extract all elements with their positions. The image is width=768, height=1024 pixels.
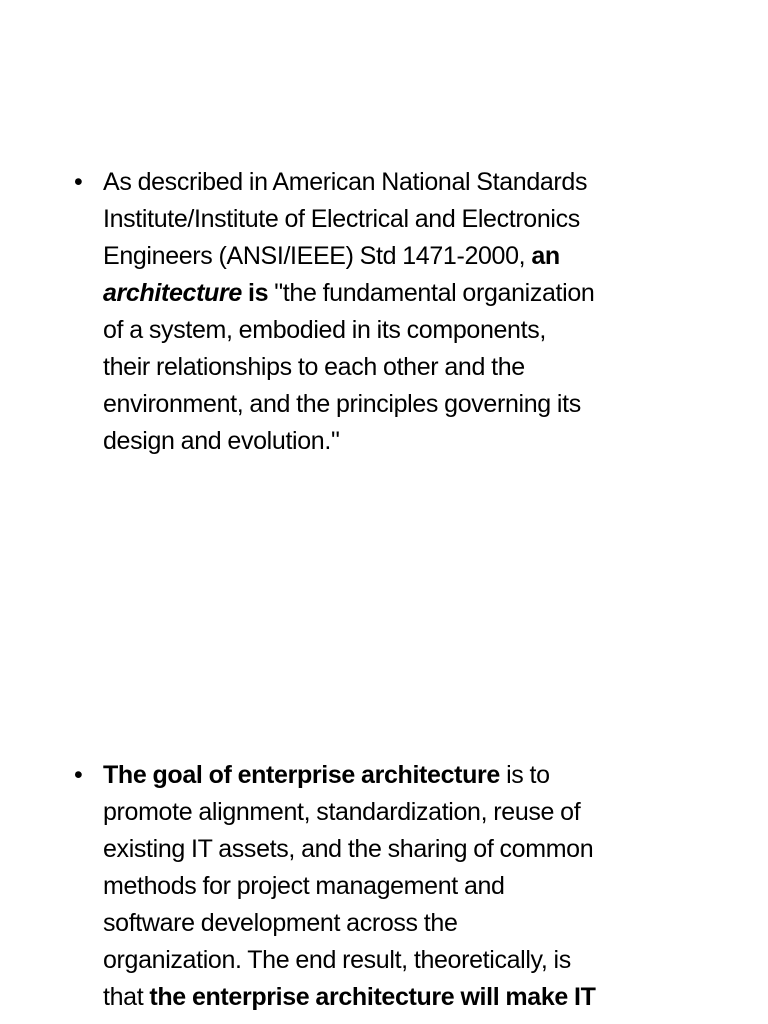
text-line: design and evolution."	[103, 427, 340, 455]
text-line: organization. The end result, theoretically, is	[103, 946, 571, 974]
bullet-dot-icon: •	[74, 761, 83, 789]
text-line: environment, and the principles governing its	[103, 390, 581, 418]
bold-text-run: is	[241, 279, 269, 307]
bold-text-run	[103, 279, 242, 307]
text-line: As described in American National Standards	[103, 168, 588, 196]
text-line: Institute/Institute of Electrical and Electronics	[103, 205, 580, 233]
text-line: methods for project management and	[103, 872, 505, 900]
text-run: "the fundamental organization	[268, 279, 595, 307]
text-line: existing IT assets, and the sharing of common	[103, 835, 594, 863]
text-run: that	[103, 983, 150, 1011]
bold-italic-text-run: architecture	[103, 279, 242, 307]
text-line	[103, 238, 694, 275]
text-line	[103, 757, 694, 794]
bullet-text	[103, 757, 694, 1016]
bullet-item-enterprise-architecture-goal	[74, 757, 694, 1016]
bullet-text	[103, 164, 694, 460]
text-run: Engineers (ANSI/IEEE) Std 1471-2000,	[103, 242, 532, 270]
text-line	[103, 275, 694, 312]
text-line	[103, 979, 694, 1016]
bullet-row	[74, 164, 694, 460]
bold-text-run: an	[531, 242, 560, 270]
text-line: their relationships to each other and the	[103, 353, 525, 381]
text-line: of a system, embodied in its components,	[103, 316, 546, 344]
text-line: promote alignment, standardization, reuse of	[103, 798, 581, 826]
bullet-row	[74, 757, 694, 1016]
bullet-dot-icon: •	[74, 168, 83, 196]
bold-text-run: the enterprise architecture will make IT	[149, 983, 596, 1011]
bold-text-run: The goal of enterprise architecture	[103, 761, 500, 789]
text-run: is to	[499, 761, 550, 789]
bullet-item-architecture-definition	[74, 164, 694, 460]
text-line: software development across the	[103, 909, 458, 937]
